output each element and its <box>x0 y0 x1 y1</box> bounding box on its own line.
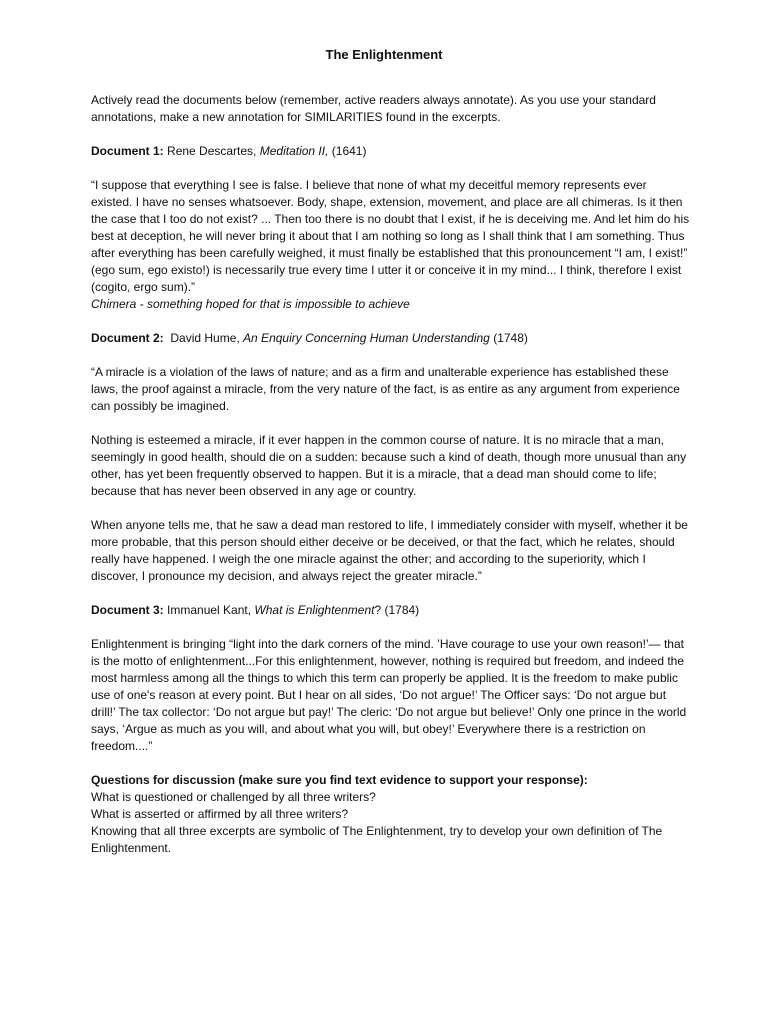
doc3-label: Document 3: <box>91 603 164 617</box>
question-3: Knowing that all three excerpts are symbolic of The Enlightenment, try to develop your own definition of The Enlightenment. <box>91 824 663 855</box>
doc1-author: Rene Descartes, <box>163 144 260 158</box>
doc2-year: (1748) <box>489 331 528 345</box>
doc1-label: Document 1: <box>91 144 164 158</box>
doc2-author: David Hume, <box>163 331 244 345</box>
doc2-paragraph-2: Nothing is esteemed a miracle, if it ever happen in the common course of nature. It is no miracle that a man, seemingly in good health, should die on a sudden: because such a kind of death, though more unusual than any other, has yet been frequently observed to happen. But it is a miracle, that a dead man should come to life; because that has never been observed in any age or country. <box>91 433 687 498</box>
doc2-label: Document 2: <box>91 331 164 345</box>
questions-heading: Questions for discussion (make sure you find text evidence to support your response): <box>91 773 588 787</box>
question-2: What is asserted or affirmed by all three writers? <box>91 807 349 821</box>
doc1-footnote: Chimera - something hoped for that is impossible to achieve <box>91 297 410 311</box>
intro-paragraph: Actively read the documents below (remember, active readers always annotate). As you use your standard annotations, make a new annotation for SIMILARITIES found in the excerpts. <box>91 93 656 124</box>
doc2-paragraph-3: When anyone tells me, that he saw a dead man restored to life, I immediately consider with myself, whether it be more probable, that this person should either deceive or be deceived, or that the fact, which he relates, should really have happened. I weigh the one miracle against the other; and according to the superiority, which I discover, I pronounce my decision, and always reject the greater miracle.” <box>91 518 688 583</box>
doc1-year: (1641) <box>328 144 367 158</box>
doc3-work: What is Enlightenment <box>254 603 375 617</box>
doc2-heading <box>91 330 691 347</box>
question-1: What is questioned or challenged by all three writers? <box>91 790 376 804</box>
doc2-paragraph-1: “A miracle is a violation of the laws of nature; and as a firm and unalterable experience has established these laws, the proof against a miracle, from the very nature of the fact, is as entire as any argument from experience can possibly be imagined. <box>91 365 680 413</box>
doc1-quote: “I suppose that everything I see is false. I believe that none of what my deceitful memory represents ever existed. I have no senses whatsoever. Body, shape, extension, movement, and place are all chimeras. Is it then the case that I too do not exist? ... Then too there is no doubt that I exist, if he is deceiving me. And let him do his best at deception, he will never bring it about that I am nothing so long as I shall think that I am something. Thus after everything has been carefully weighed, it must finally be established that this pronouncement “I am, I exist!” (ego sum, ego existo!) is necessarily true every time I utter it or conceive it in my mind... I think, therefore I exist (cogito, ergo sum).” <box>91 178 690 294</box>
document-body <box>91 92 691 857</box>
doc1-work: Meditation II, <box>259 144 329 158</box>
doc3-author: Immanuel Kant, <box>163 603 255 617</box>
doc2-work: An Enquiry Concerning Human Understanding <box>243 331 490 345</box>
page-title: The Enlightenment <box>325 47 443 62</box>
doc1-heading <box>91 143 691 160</box>
doc3-heading <box>91 602 691 619</box>
doc3-quote: Enlightenment is bringing “light into the dark corners of the mind. ’Have courage to use your own reason!’— that is the motto of enlightenment...For this enlightenment, however, nothing is required but freedom, and indeed the most harmless among all the things to which this term can properly be applied. It is the freedom to make public use of one's reason at every point. But I hear on all sides, ‘Do not argue!’ The Officer says: ‘Do not argue but drill!’ The tax collector: ‘Do not argue but pay!’ The cleric: ‘Do not argue but believe!’ Only one prince in the world says, ‘Argue as much as you will, and about what you will, but obey!’ Everywhere there is a restriction on freedom....” <box>91 637 687 753</box>
doc3-year: ? (1784) <box>374 603 420 617</box>
